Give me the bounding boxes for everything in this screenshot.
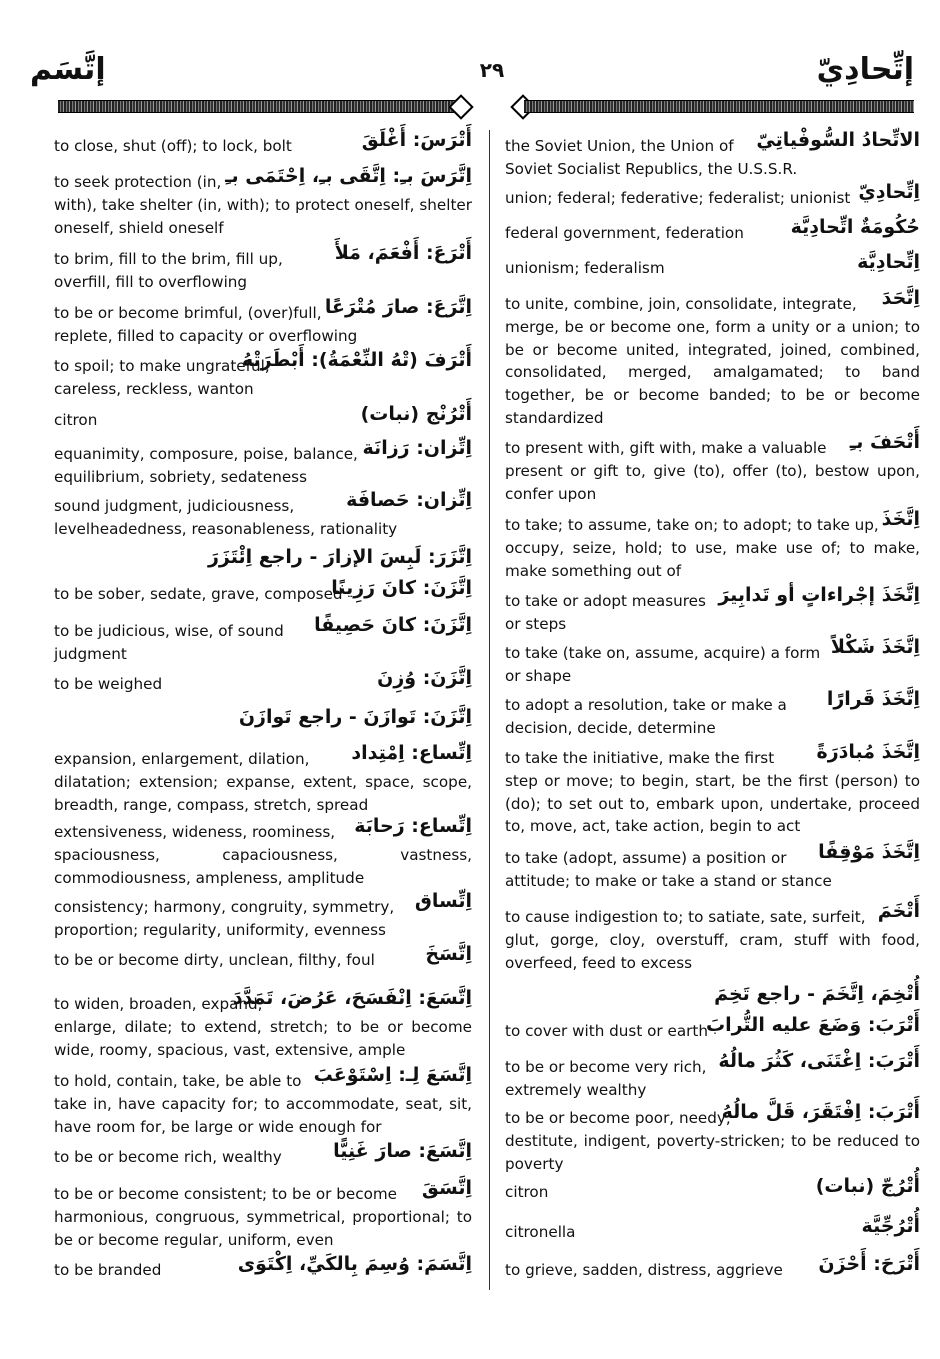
entry [505,431,920,505]
entry [505,287,920,430]
column-divider [489,130,490,1290]
entry [54,815,472,889]
entry [505,900,920,974]
entry [54,489,472,541]
definition-first-line: to take or adopt measures [505,592,706,610]
entry [54,129,472,158]
definition-continuation: overfill, fill to overflowing [54,272,248,291]
entry [505,129,920,181]
headword: أَتْحَفَ بـِ [849,431,920,453]
headword: اِتَّرَسَ بـِ: اِتَّقَى بـِ، اِحْتَمَى بـِ [225,165,472,187]
headword: اِتَّسَخَ [425,943,472,965]
entry [54,165,472,239]
headword: اِتَّزَنَ: كانَ حَصِيفًا [314,614,472,636]
entry [505,1175,920,1204]
entry [54,742,472,816]
headword: حُكُومَةٌ اتِّحادِيَّة [790,216,920,238]
definition-first-line: the Soviet Union, the Union of [505,137,734,155]
entry [505,1014,920,1043]
entry [505,216,920,245]
definition-first-line: to cause indigestion to; to satiate, sate, surfeit, [505,908,866,926]
headword: اِتَّزَنَ: وُزِنَ [377,667,472,689]
left-header-rule [58,100,456,113]
definition-first-line: expansion, enlargement, dilation, [54,750,310,768]
definition-first-line: to grieve, sadden, distress, aggrieve [505,1261,783,1279]
headword: أُتْرُجّ (نبات) [815,1175,920,1197]
definition-first-line: to cover with dust or earth [505,1022,708,1040]
headword: اِتَّزَنَ: تَوازَنَ - راجع تَوازَنَ [238,706,472,728]
entry [505,508,920,582]
headword: أَتْرَعَ: أَفْعَمَ، مَلأَ [334,242,472,264]
definition-continuation: dilatation; extension; expanse, extent, space, scope, breadth, range, compass, stretch, spread [54,772,472,814]
entry [54,577,472,606]
definition-continuation: extremely wealthy [505,1080,647,1099]
definition-first-line: to take the initiative, make the first [505,749,775,767]
definition-first-line: to spoil; to make ungrateful, [54,357,270,375]
entry [54,943,472,972]
right-guide-word: إتِّحادِيّ [816,52,914,87]
headword: الاتِّحادُ السُّوفْياتِيّ [756,129,920,151]
definition-continuation: equilibrium, sobriety, sedateness [54,467,307,486]
headword: أَتْرُنْج (نبات) [360,403,472,425]
definition-continuation: proportion; regularity, uniformity, evenness [54,920,386,939]
headword: اِتَّخَذَ [881,508,920,530]
entry [54,546,472,568]
entry [54,667,472,696]
headword: اِتَّسَعَ: اِنْفَسَحَ، عَرُضَ، تَمَدَّدَ [232,987,472,1009]
definition-first-line: to brim, fill to the brim, fill up, [54,250,283,268]
entry [54,437,472,489]
definition-continuation: Soviet Socialist Republics, the U.S.S.R. [505,159,798,178]
definition-first-line: to be or become consistent; to be or become [54,1185,397,1203]
definition [505,1221,920,1244]
left-guide-word: إتَّسَم [30,52,106,87]
definition-first-line: to be or become rich, wealthy [54,1148,282,1166]
definition [505,293,920,430]
definition-continuation: replete, filled to capacity or overflowing [54,326,358,345]
headword: أَتْخَمَ [877,900,920,922]
headword: أَتْرَبَ: اِغْتَنَى، كَثُرَ مالُهُ [718,1050,920,1072]
definition-continuation: harmonious, congruous, symmetrical, proportional; to be or become regular, uniform, even [54,1207,472,1249]
headword: أُتْخِمَ، اِتَّخَمَ - راجع تَخِمَ [714,983,920,1005]
definition-first-line: to be or become very rich, [505,1058,707,1076]
headword: اِتَّزَرَ: لَبِسَ الإزارَ - راجع اِئْتَزَرَ [207,546,472,568]
headword: اِتَّخَذَ مُبادَرَةً [816,741,920,763]
definition-first-line: unionism; federalism [505,259,665,277]
entry [54,296,472,348]
definition-continuation: merge, be or become one, form a unity or a union; to be or become united, integrated, joined, combined, consolidated, merged, amalgamated; to band together, be or become banded; to be or become standardized [505,317,920,427]
definition-first-line: to adopt a resolution, take or make a [505,696,787,714]
definition-continuation: step or move; to begin, start, be the first (person) to (do); to set out to, embark upon, undertake, proceed to, move, act, take action, begin to act [505,771,920,836]
definition-first-line: to be branded [54,1261,162,1279]
definition-first-line: to be judicious, wise, of sound [54,622,284,640]
definition-continuation: present or gift to, give (to), offer (to), bestow upon, confer upon [505,461,920,503]
headword: اِتَّحَدَ [881,287,920,309]
entry [54,890,472,942]
definition-continuation: careless, reckless, wanton [54,379,254,398]
definition-first-line: citron [505,1183,549,1201]
definition-continuation: or steps [505,614,567,633]
definition-continuation: or shape [505,666,572,685]
entry [505,181,920,210]
headword: اِتِّساع: اِمْتِداد [351,742,472,764]
definition-first-line: union; federal; federative; federalist; unionist [505,189,851,207]
entry [54,614,472,666]
headword: اِتَّسَعَ لِـ: اِسْتَوْعَبَ [313,1064,472,1086]
entry [505,1101,920,1175]
definition-first-line: to widen, broaden, expand, [54,995,263,1013]
definition-first-line: consistency; harmony, congruity, symmetry, [54,898,395,916]
definition-continuation: occupy, seize, hold; to use, make use of; to make, make something out of [505,538,920,580]
definition-first-line: sound judgment, judiciousness, [54,497,295,515]
headword: اِتَّسَقَ [421,1177,472,1199]
entry [54,706,472,728]
entry [54,1177,472,1251]
entry [54,242,472,294]
headword: أَتْرَبَ: اِفْتَقَرَ، قَلَّ مالُهُ [721,1101,920,1123]
definition-first-line: to be weighed [54,675,163,693]
headword: اِتَّسَمَ: وُسِمَ بِالكَيِّ، اِكْتَوَى [237,1253,472,1275]
definition-first-line: to take (adopt, assume) a position or [505,849,787,867]
headword: اِتَّخَذَ قَرارًا [826,688,920,710]
definition-continuation: enlarge, dilate; to extend, stretch; to be or become wide, roomy, spacious, vast, extensive, ample [54,1017,472,1059]
entry [54,349,472,401]
headword: أَتْرَحَ: أَحْزَنَ [818,1253,920,1275]
headword: أَتْرَفَ (تْهُ النِّعْمَةُ): أَبْطَرَتْهُ [241,349,472,371]
headword: أَتْرَسَ: أَغْلَقَ [361,129,472,151]
headword: اِتَّزَنَ: كانَ رَزِينًا [331,577,472,599]
entry [505,636,920,688]
definition-first-line: to hold, contain, take, be able to [54,1072,302,1090]
definition-continuation: with), take shelter (in, with); to protect oneself, shelter oneself, shield oneself [54,195,472,237]
entry [54,1140,472,1169]
definition [505,514,920,582]
definition [54,896,472,942]
entry [54,1253,472,1282]
headword: اِتِّساق [414,890,472,912]
definition-first-line: equanimity, composure, poise, balance, [54,445,358,463]
page-number: ٢٩ [479,58,505,82]
definition-continuation: judgment [54,644,127,663]
definition-first-line: citronella [505,1223,576,1241]
right-header-rule [524,100,914,113]
page-header [0,52,940,112]
definition-first-line: to be or become poor, needy, [505,1109,731,1127]
entry [505,741,920,838]
definition-first-line: to be or become dirty, unclean, filthy, foul [54,951,375,969]
headword: اِتَّسَعَ: صارَ غَنِيًّا [333,1140,472,1162]
entry [505,251,920,280]
definition-first-line: to be sober, sedate, grave, composed [54,585,343,603]
definition-first-line: to present with, gift with, make a valuable [505,439,827,457]
headword: اِتَّخَذَ إجْراءاتٍ أو تَدابِيرَ [718,584,920,606]
headword: اِتِّزان: حَصافَة [346,489,472,511]
definition [505,906,920,974]
definition-first-line: to seek protection (in, [54,173,222,191]
entry [505,1050,920,1102]
entry [505,688,920,740]
entry [505,584,920,636]
headword: اِتَّخَذَ شَكْلاً [830,636,920,658]
entry [54,987,472,1061]
headword: اِتَّخَذَ مَوْقِفًا [818,841,920,863]
definition-continuation: destitute, indigent, poverty-stricken; to be reduced to poverty [505,1131,920,1173]
definition-continuation: take in, have capacity for; to accommodate, seat, sit, have room for, be large or wide enough for [54,1094,472,1136]
definition [54,949,472,972]
entry [505,841,920,893]
definition-continuation: glut, gorge, cloy, overstuff, cram, stuff with food, overfeed, feed to excess [505,930,920,972]
entry [505,1253,920,1282]
definition-continuation: attitude; to make or take a stand or stance [505,871,832,890]
headword: اِتِّحادِيَّة [857,251,920,273]
definition-continuation: decision, decide, determine [505,718,716,737]
definition-first-line: to take; to assume, take on; to adopt; to take up, [505,516,879,534]
headword: اِتِّزان: رَزانَة [362,437,472,459]
headword: اِتَّرَعَ: صارَ مُتْرَعًا [324,296,472,318]
definition-continuation: levelheadedness, reasonableness, rationality [54,519,398,538]
left-diamond-ornament [448,94,473,119]
headword: أُتْرُجِّيَّة [861,1215,920,1237]
headword: أَتْرَبَ: وَضَعَ عليه التُّرابَ [706,1014,920,1036]
headword: اِتِّحادِيّ [858,181,920,203]
definition-first-line: extensiveness, wideness, roominess, [54,823,336,841]
definition-first-line: to take (take on, assume, acquire) a form [505,644,821,662]
definition-first-line: to be or become brimful, (over)full, [54,304,322,322]
entry [505,983,920,1005]
headword: اِتِّساع: رَحابَة [354,815,472,837]
definition-continuation: spaciousness, capaciousness, vastness, commodiousness, ampleness, amplitude [54,845,472,887]
entry [54,1064,472,1138]
definition-first-line: to close, shut (off); to lock, bolt [54,137,292,155]
definition-first-line: to unite, combine, join, consolidate, integrate, [505,295,857,313]
entry [54,403,472,432]
entry [505,1215,920,1244]
definition-first-line: citron [54,411,98,429]
definition-first-line: federal government, federation [505,224,744,242]
definition [54,1183,472,1251]
